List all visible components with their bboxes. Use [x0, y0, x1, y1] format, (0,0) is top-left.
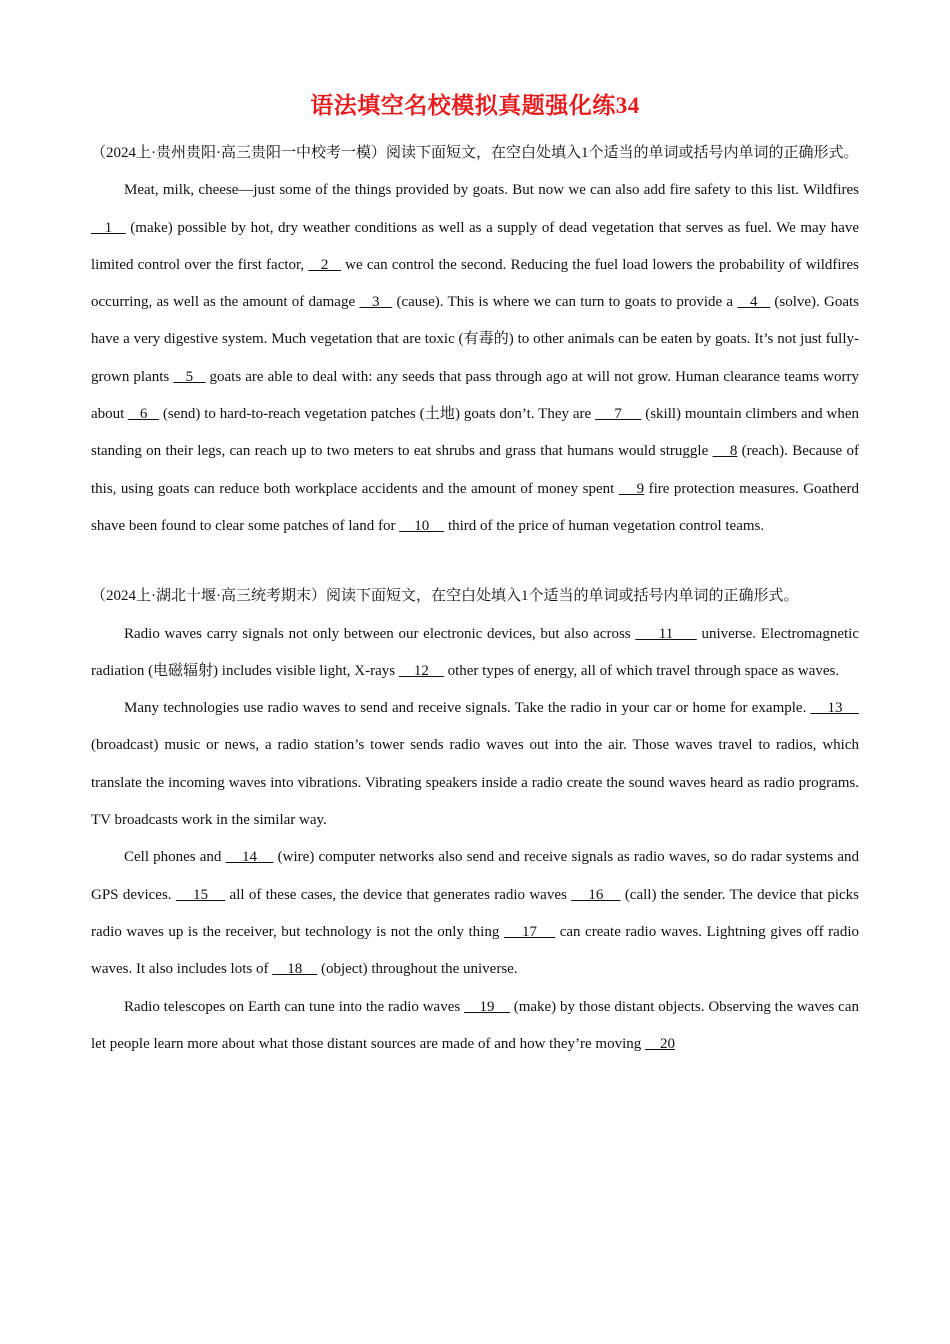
answer-blank: 20 [645, 1035, 675, 1052]
document-content [91, 135, 859, 1063]
answer-blank: 17 [503, 923, 556, 940]
answer-blank: 1 [91, 219, 126, 236]
answer-blank: 3 [359, 294, 393, 311]
answer-blank: 10 [399, 517, 445, 534]
passage2-paragraph: Cell phones and 14 (wire) computer networks also send and receive signals as radio waves, so do radar systems and GPS devices. 15 all of these cases, the device that generates radio waves 16 (call) the sender. The device that picks radio waves up is the receiver, but technology is not the only thing 17 can create radio waves. Lightning gives off radio waves. It also includes lots of 18 (object) throughout the universe. [91, 849, 859, 978]
passage1-paragraph: Meat, milk, cheese—just some of the things provided by goats. But now we can also add fire safety to this list. Wildfires 1 (make) possible by hot, dry weather conditions as well as a supply of dead vegetation that serves as fuel. We may have limited control over the first factor, 2 we can control the second. Reducing the fuel load lowers the probability of wildfires occurring, as well as the amount of damage 3 (cause). This is where we can turn to goats to provide a 4 (solve). Goats have a very digestive system. Much vegetation that are toxic (有毒的) to other animals can be eaten by goats. It’s not just fully-grown plants 5 goats are able to deal with: any seeds that pass through ago at will not grow. Human clearance teams worry about 6 (send) to hard-to-reach vegetation patches (土地) goats don’t. They are 7 (skill) mountain climbers and when standing on their legs, can reach up to two meters to eat shrubs and grass that humans would struggle 8 (reach). Because of this, using goats can reduce both workplace accidents and the amount of money spent 9 fire protection measures. Goatherd shave been found to clear some patches of land for 10 third of the price of human vegetation control teams. [91, 182, 860, 534]
answer-blank: 7 [595, 406, 642, 423]
answer-blank: 6 [128, 406, 159, 423]
answer-blank: 4 [737, 294, 771, 311]
passage1-source: （2024上·贵州贵阳·高三贵阳一中校考一模）阅读下面短文，在空白处填入1个适当的单词或括号内单词的正确形式。 [91, 145, 859, 161]
answer-blank: 13 [810, 700, 860, 717]
passage2-paragraph: Radio waves carry signals not only between our electronic devices, but also across 11 universe. Electromagnetic radiation (电磁辐射) includes visible light, X-rays 12 other types of energy, all of which travel through space as waves. [91, 625, 859, 679]
answer-blank: 2 [308, 256, 341, 273]
answer-blank: 16 [571, 886, 621, 903]
passage2-source: （2024上·湖北十堰·高三统考期末）阅读下面短文，在空白处填入1个适当的单词或括号内单词的正确形式。 [91, 588, 799, 605]
answer-blank: 15 [175, 886, 226, 903]
answer-blank: 12 [398, 662, 444, 679]
passage-divider [91, 545, 859, 578]
page-title: 语法填空名校模拟真题强化练34 [310, 93, 640, 118]
passage2-paragraph: Radio telescopes on Earth can tune into the radio waves 19 (make) by those distant objects. Observing the waves can let people learn more about what those distant sources are made of and how they’re moving 20 [91, 998, 859, 1052]
answer-blank: 8 [712, 443, 738, 460]
answer-blank: 5 [173, 368, 206, 385]
answer-blank: 19 [464, 998, 510, 1015]
answer-blank: 18 [272, 961, 318, 978]
answer-blank: 14 [225, 849, 274, 866]
passage2-paragraph: Many technologies use radio waves to send and receive signals. Take the radio in your car or home for example. 13 (broadcast) music or news, a radio station’s tower sends radio waves out into the air. Those waves travel to radios, which translate the incoming waves into vibrations. Vibrating speakers inside a radio create the sound waves heard as radio programs. TV broadcasts work in the similar way. [91, 700, 860, 829]
answer-blank: 9 [618, 480, 645, 497]
answer-blank: 11 [635, 625, 697, 642]
